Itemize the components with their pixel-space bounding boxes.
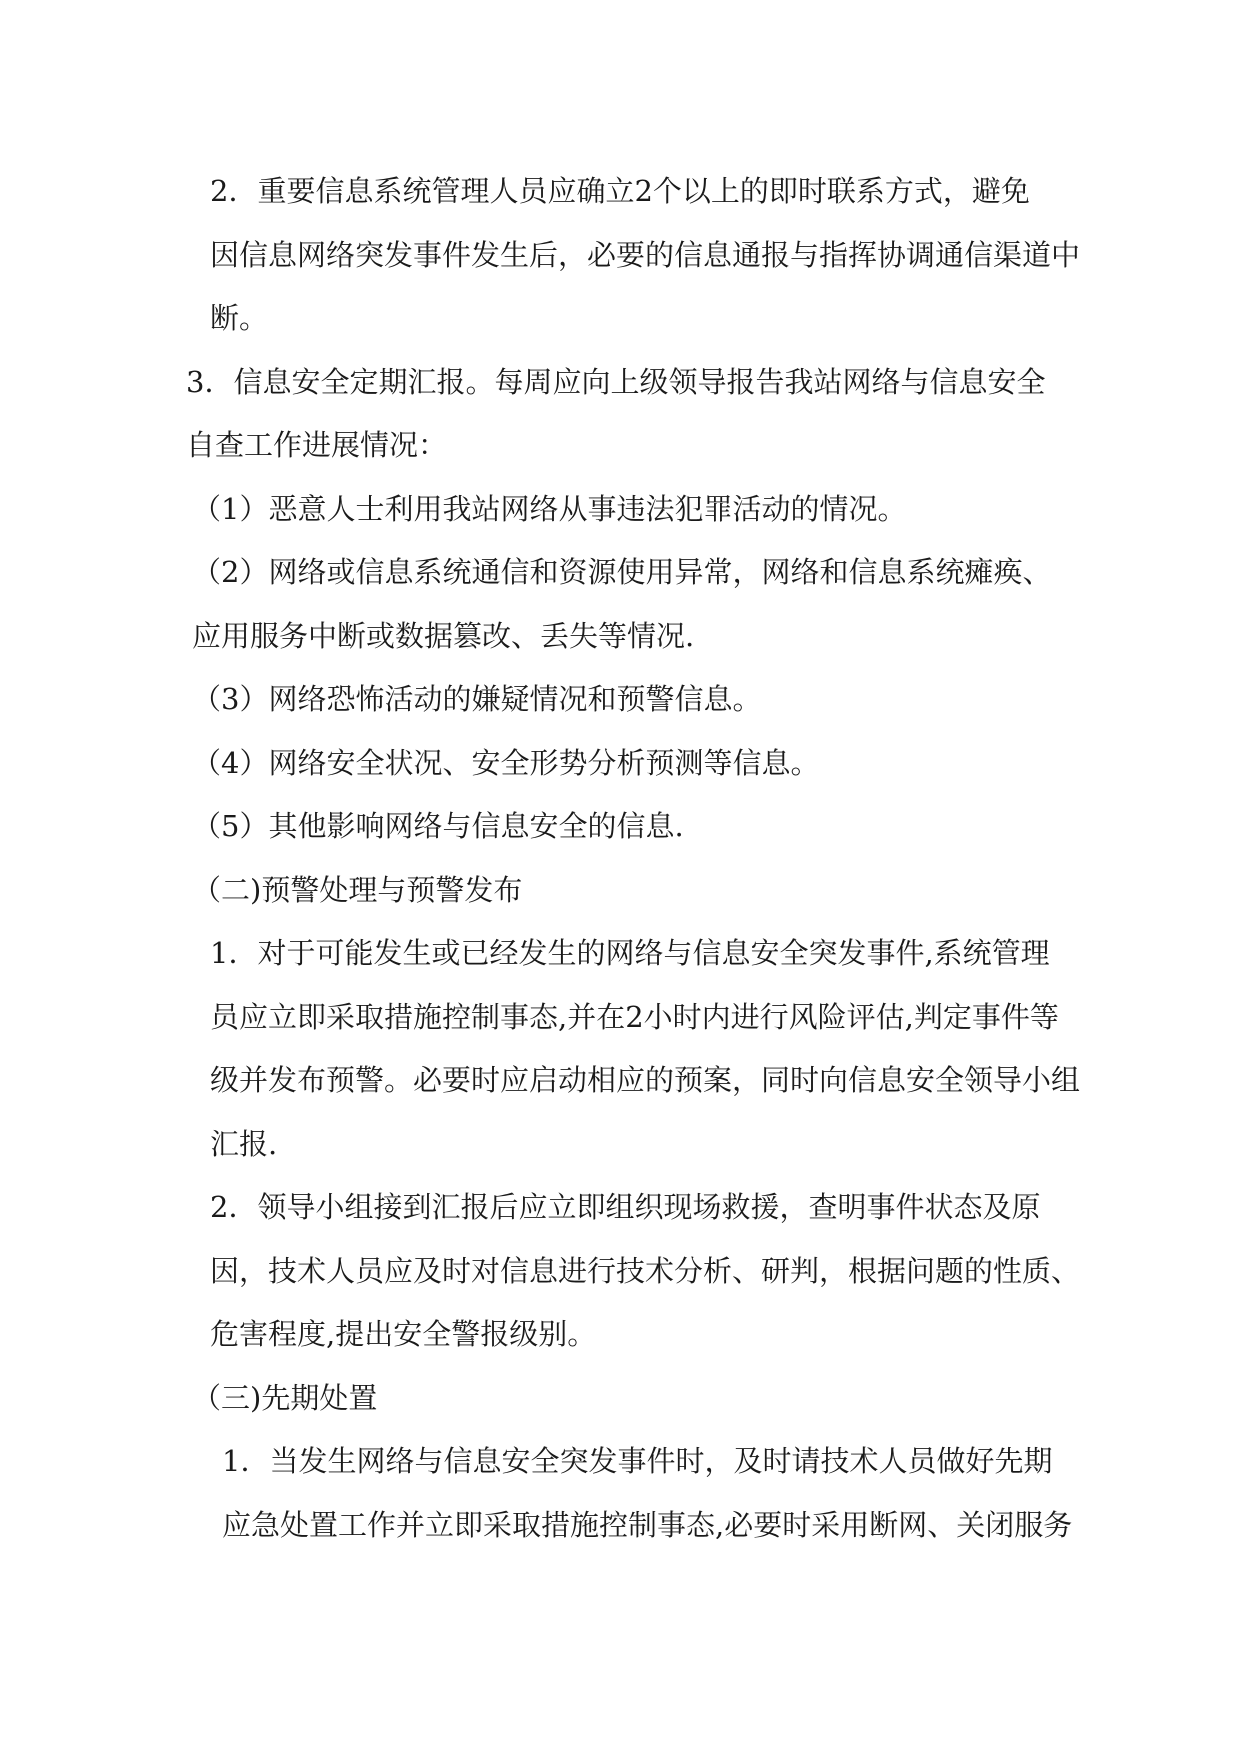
text-line: （2）网络或信息系统通信和资源使用异常，网络和信息系统瘫痪、 bbox=[192, 555, 1052, 589]
text-line: （4）网络安全状况、安全形势分析预测等信息。 bbox=[192, 745, 820, 780]
text-line: （5）其他影响网络与信息安全的信息. bbox=[192, 809, 684, 843]
text-line: 自查工作进展情况： bbox=[186, 428, 448, 462]
text-line: 因，技术人员应及时对信息进行技术分析、研判，根据问题的性质、 bbox=[210, 1253, 1081, 1288]
text-line: 1．当发生网络与信息安全突发事件时，及时请技术人员做好先期 bbox=[222, 1444, 1053, 1478]
paragraph-periodic-report bbox=[186, 351, 1056, 478]
list-item-5 bbox=[186, 795, 1056, 859]
text-line: 2．重要信息系统管理人员应确立2个以上的即时联系方式，避免 bbox=[210, 174, 1030, 208]
paragraph-initial-handling bbox=[186, 1430, 1073, 1557]
text-line: 汇报. bbox=[210, 1126, 278, 1161]
text-line: 应用服务中断或数据篡改、丢失等情况. bbox=[192, 618, 695, 653]
text-line: 级并发布预警。必要时应启动相应的预案，同时向信息安全领导小组 bbox=[210, 1063, 1081, 1097]
section-heading-warning bbox=[186, 859, 1056, 923]
paragraph-contact-methods bbox=[186, 160, 1081, 351]
list-item-3 bbox=[186, 668, 1056, 732]
text-line: 3．信息安全定期汇报。每周应向上级领导报告我站网络与信息安全 bbox=[186, 364, 1046, 399]
text-line: 因信息网络突发事件发生后，必要的信息通报与指挥协调通信渠道中 bbox=[210, 237, 1081, 272]
paragraph-leadership-response bbox=[186, 1176, 1081, 1367]
text-line: 应急处置工作并立即采取措施控制事态,必要时采用断网、关闭服务 bbox=[222, 1507, 1073, 1542]
list-item-1 bbox=[186, 478, 1056, 542]
text-line: （3）网络恐怖活动的嫌疑情况和预警信息。 bbox=[192, 682, 762, 716]
list-item-4 bbox=[186, 732, 1056, 796]
text-line: 1．对于可能发生或已经发生的网络与信息安全突发事件,系统管理 bbox=[210, 936, 1050, 970]
text-line: 危害程度,提出安全警报级别。 bbox=[210, 1317, 597, 1351]
text-line: （二)预警处理与预警发布 bbox=[192, 872, 523, 907]
text-line: 2．领导小组接到汇报后应立即组织现场救援，查明事件状态及原 bbox=[210, 1190, 1041, 1224]
text-line: 断。 bbox=[210, 301, 269, 335]
paragraph-warning-handling bbox=[186, 922, 1081, 1176]
document-body bbox=[186, 160, 1081, 1557]
text-line: （1）恶意人士利用我站网络从事违法犯罪活动的情况。 bbox=[192, 491, 907, 526]
list-item-2 bbox=[186, 541, 1056, 668]
text-line: （三)先期处置 bbox=[192, 1380, 378, 1415]
section-heading-initial-handling bbox=[186, 1367, 1056, 1431]
text-line: 员应立即采取措施控制事态,并在2小时内进行风险评估,判定事件等 bbox=[210, 999, 1059, 1034]
